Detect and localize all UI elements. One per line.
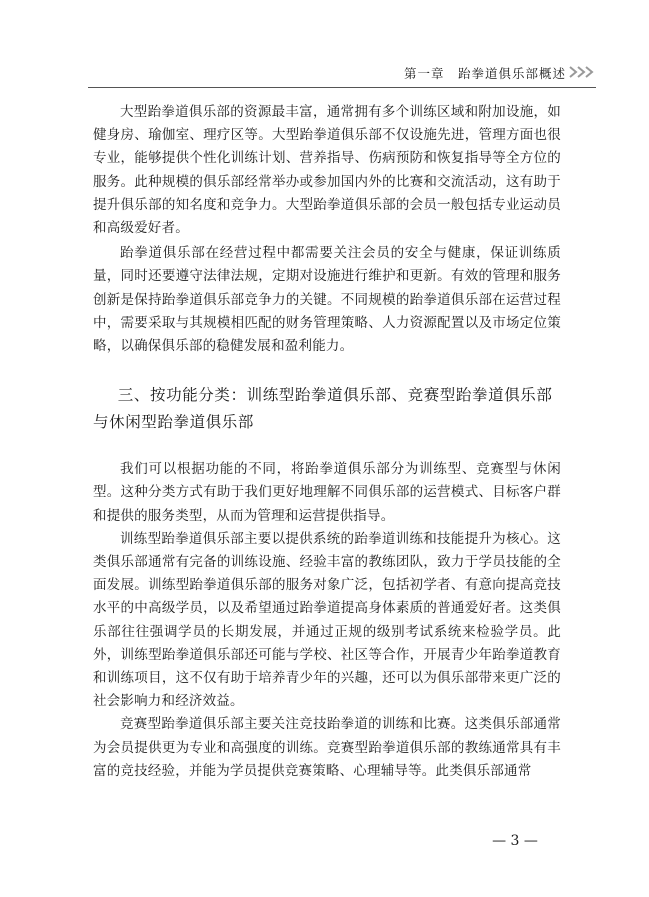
paragraph: 我们可以根据功能的不同，将跆拳道俱乐部分为训练型、竞赛型与休闲型。这种分类方式有助于我们更好地理解不同俱乐部的运营模式、目标客户群和提供的服务类型，从而为管理和运营提供指导。 [93, 461, 561, 524]
paragraph: 跆拳道俱乐部在经营过程中都需要关注会员的安全与健康，保证训练质量，同时还要遵守法律法规，定期对设施进行维护和更新。有效的管理和服务创新是保持跆拳道俱乐部竞争力的关键。不同规模的跆拳道俱乐部在运营过程中，需要采取与其规模相匹配的财务管理策略、人力资源配置以及市场定位策略，以确保俱乐部的稳健发展和盈利能力。 [93, 245, 561, 355]
running-header [88, 60, 596, 88]
chevron-right-icon [568, 65, 596, 79]
chapter-title: 第一章 跆拳道俱乐部概述 [403, 66, 566, 81]
page-number: — 3 — [492, 833, 538, 849]
body-text [93, 101, 561, 783]
paragraph: 竞赛型跆拳道俱乐部主要关注竞技跆拳道的训练和比赛。这类俱乐部通常为会员提供更为专业和高强度的训练。竞赛型跆拳道俱乐部的教练通常具有丰富的竞技经验，并能为学员提供竞赛策略、心理辅导等。此类俱乐部通常 [93, 716, 561, 779]
paragraph: 训练型跆拳道俱乐部主要以提供系统的跆拳道训练和技能提升为核心。这类俱乐部通常有完备的训练设施、经验丰富的教练团队，致力于学员技能的全面发展。训练型跆拳道俱乐部的服务对象广泛，包括初学者、有意向提高竞技水平的中高级学员，以及希望通过跆拳道提高身体素质的普通爱好者。这类俱乐部往往强调学员的长期发展，并通过正规的级别考试系统来检验学员。此外，训练型跆拳道俱乐部还可能与学校、社区等合作，开展青少年跆拳道教育和训练项目，这不仅有助于培养青少年的兴趣，还可以为俱乐部带来更广泛的社会影响力和经济效益。 [93, 530, 561, 710]
section-heading: 三、按功能分类：训练型跆拳道俱乐部、竞赛型跆拳道俱乐部与休闲型跆拳道俱乐部 [93, 386, 553, 432]
paragraph: 大型跆拳道俱乐部的资源最丰富，通常拥有多个训练区域和附加设施，如健身房、瑜伽室、理疗区等。大型跆拳道俱乐部不仅设施先进，管理方面也很专业，能够提供个性化训练计划、营养指导、伤病预防和恢复指导等全方位的服务。此种规模的俱乐部经常举办或参加国内外的比赛和交流活动，这有助于提升俱乐部的知名度和竞争力。大型跆拳道俱乐部的会员一般包括专业运动员和高级爱好者。 [93, 104, 561, 237]
header-rule [88, 87, 596, 88]
